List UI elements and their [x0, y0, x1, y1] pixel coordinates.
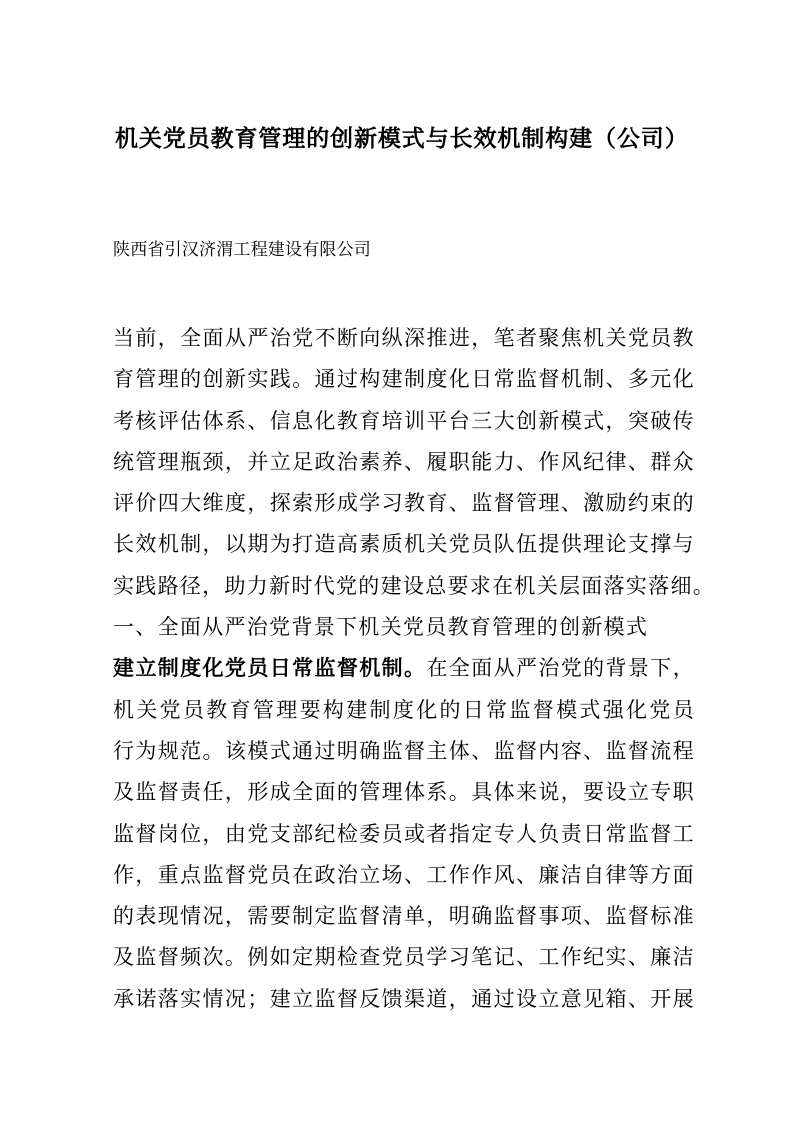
body-text-line: 当前，全面从严治党不断向纵深推进，笔者聚焦机关党员教 [113, 326, 695, 350]
body-text-line: 监督岗位，由党支部纪检委员或者指定专人负责日常监督工 [113, 821, 695, 846]
body-text-line: 的表现情况，需要制定监督清单，明确监督事项、监督标准 [113, 904, 695, 929]
body-text-line [113, 648, 695, 689]
body-text-segment: 在全面从严治党的背景下， [426, 656, 695, 681]
body-text-line: 长效机制，以期为打造高素质机关党员队伍提供理论支撑与 [113, 532, 695, 557]
body-text-line: 考核评估体系、信息化教育培训平台三大创新模式，突破传 [113, 408, 695, 433]
body-text-line: 育管理的创新实践。通过构建制度化日常监督机制、多元化 [113, 367, 695, 392]
body-text-line: 机关党员教育管理要构建制度化的日常监督模式强化党员 [113, 697, 695, 722]
section-heading: 一、全面从严治党背景下机关党员教育管理的创新模式 [113, 615, 649, 640]
body-text-line: 承诺落实情况；建立监督反馈渠道，通过设立意见箱、开展 [113, 986, 695, 1011]
body-text-line: 行为规范。该模式通过明确监督主体、监督内容、监督流程 [113, 738, 695, 763]
document-title: 机关党员教育管理的创新模式与长效机制构建（公司） [115, 126, 689, 151]
body-text-line: 统管理瓶颈，并立足政治素养、履职能力、作风纪律、群众 [113, 449, 695, 474]
document-body [113, 318, 716, 1020]
body-text-line: 评价四大维度，探索形成学习教育、监督管理、激励约束的 [113, 491, 695, 516]
bold-lead-sentence: 建立制度化党员日常监督机制。 [113, 656, 427, 681]
body-text-line: 及监督频次。例如定期检查党员学习笔记、工作纪实、廉洁 [113, 945, 695, 970]
body-text-line: 及监督责任，形成全面的管理体系。具体来说，要设立专职 [113, 780, 695, 805]
body-text-line: 实践路径，助力新时代党的建设总要求在机关层面落实落细。 [113, 573, 716, 598]
body-text-line: 作，重点监督党员在政治立场、工作作风、廉洁自律等方面 [113, 862, 695, 887]
organization-line: 陕西省引汉济渭工程建设有限公司 [113, 240, 371, 259]
